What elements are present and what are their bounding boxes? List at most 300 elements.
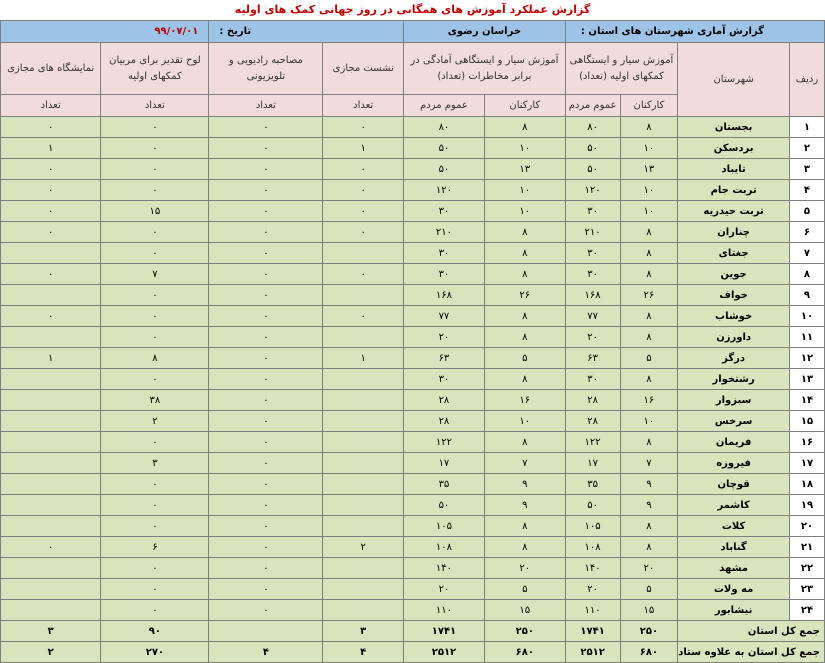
exhibition-cell: ۰	[1, 180, 101, 201]
interview-cell: ۰	[209, 222, 323, 243]
readiness-public-cell: ۳۰	[404, 369, 485, 390]
interview-cell: ۰	[209, 138, 323, 159]
readiness-public-cell: ۳۵	[404, 474, 485, 495]
first-aid-public-cell: ۱۲۲	[565, 432, 620, 453]
interview-cell: ۰	[209, 243, 323, 264]
city-name-cell: خوشاب	[678, 306, 790, 327]
exhibition-cell	[1, 453, 101, 474]
city-name-cell: رشتخوار	[678, 369, 790, 390]
first-aid-public-cell: ۳۵	[565, 474, 620, 495]
totals-row	[1, 621, 825, 642]
readiness-staff-cell: ۱۰	[484, 411, 565, 432]
header-virtual-meeting: نشست مجازی	[323, 43, 404, 95]
first-aid-staff-cell: ۸	[620, 537, 678, 558]
first-aid-staff-cell: ۲۵۰	[620, 621, 678, 642]
first-aid-staff-cell: ۸	[620, 306, 678, 327]
exhibition-cell	[1, 432, 101, 453]
table-row	[1, 222, 825, 243]
interview-cell: ۰	[209, 600, 323, 621]
exhibition-cell: ۲	[1, 642, 101, 663]
interview-cell: ۰	[209, 495, 323, 516]
readiness-public-cell: ۶۳	[404, 348, 485, 369]
readiness-public-cell: ۱۷	[404, 453, 485, 474]
city-name-cell: مه ولات	[678, 579, 790, 600]
exhibition-cell: ۱	[1, 138, 101, 159]
readiness-public-cell: ۲۰	[404, 579, 485, 600]
readiness-staff-cell: ۸	[484, 432, 565, 453]
table-row	[1, 411, 825, 432]
city-name-cell: گناباد	[678, 537, 790, 558]
row-number-cell: ۱۵	[789, 411, 824, 432]
virtual-meeting-cell	[323, 474, 404, 495]
report-table	[0, 20, 825, 663]
plaque-cell: ۰	[101, 579, 209, 600]
interview-cell: ۰	[209, 117, 323, 138]
table-row	[1, 369, 825, 390]
city-name-cell: کاشمر	[678, 495, 790, 516]
plaque-cell: ۰	[101, 327, 209, 348]
virtual-meeting-cell: ۳	[323, 621, 404, 642]
readiness-public-cell: ۳۰	[404, 201, 485, 222]
first-aid-staff-cell: ۶۸۰	[620, 642, 678, 663]
readiness-public-cell: ۲۵۱۲	[404, 642, 485, 663]
readiness-staff-cell: ۶۸۰	[484, 642, 565, 663]
interview-cell: ۰	[209, 579, 323, 600]
totals-label-cell: جمع کل استان به علاوه ستاد	[678, 642, 825, 663]
row-number-cell: ۱۶	[789, 432, 824, 453]
exhibition-cell: ۰	[1, 159, 101, 180]
row-number-cell: ۲۲	[789, 558, 824, 579]
table-row	[1, 243, 825, 264]
readiness-public-cell: ۲۸	[404, 390, 485, 411]
virtual-meeting-cell	[323, 516, 404, 537]
virtual-meeting-cell: ۰	[323, 306, 404, 327]
row-number-cell: ۱۷	[789, 453, 824, 474]
virtual-meeting-cell	[323, 390, 404, 411]
city-name-cell: نیشابور	[678, 600, 790, 621]
interview-cell: ۰	[209, 390, 323, 411]
row-number-cell: ۲	[789, 138, 824, 159]
readiness-staff-cell: ۱۰	[484, 180, 565, 201]
subheader-staff: کارکنان	[484, 95, 565, 117]
readiness-public-cell: ۲۸	[404, 411, 485, 432]
report-label: گزارش آماری شهرستان های استان :	[565, 21, 824, 43]
first-aid-staff-cell: ۱۰	[620, 201, 678, 222]
city-name-cell: سرخس	[678, 411, 790, 432]
readiness-staff-cell: ۲۵۰	[484, 621, 565, 642]
plaque-cell: ۲	[101, 411, 209, 432]
plaque-cell: ۱۵	[101, 201, 209, 222]
first-aid-staff-cell: ۱۳	[620, 159, 678, 180]
readiness-public-cell: ۳۰	[404, 243, 485, 264]
exhibition-cell: ۳	[1, 621, 101, 642]
table-row	[1, 495, 825, 516]
plaque-cell: ۰	[101, 222, 209, 243]
first-aid-public-cell: ۶۳	[565, 348, 620, 369]
exhibition-cell	[1, 411, 101, 432]
city-name-cell: مشهد	[678, 558, 790, 579]
plaque-cell: ۰	[101, 180, 209, 201]
header-row	[1, 43, 825, 95]
table-row	[1, 264, 825, 285]
virtual-meeting-cell: ۰	[323, 117, 404, 138]
readiness-public-cell: ۵۰	[404, 138, 485, 159]
row-number-cell: ۱۴	[789, 390, 824, 411]
virtual-meeting-cell	[323, 453, 404, 474]
interview-cell: ۰	[209, 180, 323, 201]
exhibition-cell	[1, 516, 101, 537]
exhibition-cell: ۰	[1, 117, 101, 138]
interview-cell: ۰	[209, 327, 323, 348]
readiness-public-cell: ۲۰	[404, 327, 485, 348]
city-name-cell: بردسکن	[678, 138, 790, 159]
readiness-public-cell: ۷۷	[404, 306, 485, 327]
table-row	[1, 558, 825, 579]
first-aid-public-cell: ۳۰	[565, 201, 620, 222]
table-row	[1, 327, 825, 348]
virtual-meeting-cell	[323, 369, 404, 390]
first-aid-public-cell: ۲۱۰	[565, 222, 620, 243]
table-row	[1, 516, 825, 537]
plaque-cell: ۸	[101, 348, 209, 369]
first-aid-public-cell: ۱۷۴۱	[565, 621, 620, 642]
exhibition-cell	[1, 558, 101, 579]
readiness-staff-cell: ۸	[484, 516, 565, 537]
table-row	[1, 390, 825, 411]
city-name-cell: خواف	[678, 285, 790, 306]
first-aid-public-cell: ۸۰	[565, 117, 620, 138]
exhibition-cell: ۱	[1, 348, 101, 369]
plaque-cell: ۲۷۰	[101, 642, 209, 663]
city-name-cell: فریمان	[678, 432, 790, 453]
plaque-cell: ۰	[101, 159, 209, 180]
interview-cell: ۰	[209, 474, 323, 495]
row-number-cell: ۱۱	[789, 327, 824, 348]
virtual-meeting-cell: ۲	[323, 537, 404, 558]
row-number-cell: ۱۹	[789, 495, 824, 516]
readiness-public-cell: ۱۱۰	[404, 600, 485, 621]
readiness-staff-cell: ۱۳	[484, 159, 565, 180]
header-row-no: ردیف	[789, 43, 824, 117]
virtual-meeting-cell: ۰	[323, 222, 404, 243]
readiness-public-cell: ۱۶۸	[404, 285, 485, 306]
virtual-meeting-cell	[323, 243, 404, 264]
readiness-public-cell: ۱۰۵	[404, 516, 485, 537]
plaque-cell: ۳۸	[101, 390, 209, 411]
readiness-public-cell: ۵۰	[404, 159, 485, 180]
interview-cell: ۰	[209, 432, 323, 453]
table-row	[1, 117, 825, 138]
first-aid-public-cell: ۲۵۱۲	[565, 642, 620, 663]
header-virtual-exhibition: نمایشگاه های مجازی	[1, 43, 101, 95]
row-number-cell: ۲۳	[789, 579, 824, 600]
exhibition-cell: ۰	[1, 306, 101, 327]
first-aid-staff-cell: ۸	[620, 243, 678, 264]
date-label: تاریخ :	[209, 21, 404, 43]
first-aid-public-cell: ۲۰	[565, 327, 620, 348]
first-aid-staff-cell: ۷	[620, 453, 678, 474]
interview-cell: ۴	[209, 642, 323, 663]
exhibition-cell	[1, 495, 101, 516]
row-number-cell: ۹	[789, 285, 824, 306]
city-name-cell: درگز	[678, 348, 790, 369]
table-row	[1, 201, 825, 222]
first-aid-public-cell: ۳۰	[565, 369, 620, 390]
first-aid-staff-cell: ۵	[620, 348, 678, 369]
header-interview: مصاحبه رادیویی و تلویزیونی	[209, 43, 323, 95]
virtual-meeting-cell: ۱	[323, 138, 404, 159]
readiness-staff-cell: ۸	[484, 117, 565, 138]
first-aid-staff-cell: ۲۰	[620, 558, 678, 579]
readiness-staff-cell: ۹	[484, 474, 565, 495]
virtual-meeting-cell	[323, 285, 404, 306]
subheader-count: تعداد	[101, 95, 209, 117]
city-name-cell: بجستان	[678, 117, 790, 138]
readiness-public-cell: ۱۴۰	[404, 558, 485, 579]
table-row	[1, 579, 825, 600]
plaque-cell: ۰	[101, 138, 209, 159]
row-number-cell: ۳	[789, 159, 824, 180]
header-mobile-first-aid: آموزش سیار و ایستگاهی کمکهای اولیه (تعداد)	[565, 43, 678, 95]
table-row	[1, 348, 825, 369]
readiness-staff-cell: ۵	[484, 579, 565, 600]
plaque-cell: ۰	[101, 285, 209, 306]
first-aid-public-cell: ۵۰	[565, 138, 620, 159]
city-name-cell: جغتای	[678, 243, 790, 264]
readiness-staff-cell: ۱۰	[484, 201, 565, 222]
report-title: گزارش عملکرد آموزش های همگانی در روز جهانی کمک های اولیه	[234, 3, 591, 16]
interview-cell: ۰	[209, 264, 323, 285]
subheader-public: عموم مردم	[404, 95, 485, 117]
exhibition-cell	[1, 474, 101, 495]
readiness-staff-cell: ۱۵	[484, 600, 565, 621]
readiness-public-cell: ۱۲۰	[404, 180, 485, 201]
report-date: ۹۹/۰۷/۰۱	[1, 21, 209, 43]
readiness-staff-cell: ۱۰	[484, 138, 565, 159]
table-row	[1, 138, 825, 159]
readiness-staff-cell: ۷	[484, 453, 565, 474]
row-number-cell: ۱۳	[789, 369, 824, 390]
first-aid-staff-cell: ۱۰	[620, 138, 678, 159]
readiness-staff-cell: ۱۶	[484, 390, 565, 411]
virtual-meeting-cell: ۴	[323, 642, 404, 663]
virtual-meeting-cell: ۱	[323, 348, 404, 369]
exhibition-cell: ۰	[1, 201, 101, 222]
interview-cell: ۰	[209, 369, 323, 390]
readiness-staff-cell: ۹	[484, 495, 565, 516]
first-aid-staff-cell: ۱۶	[620, 390, 678, 411]
first-aid-public-cell: ۲۸	[565, 390, 620, 411]
readiness-public-cell: ۱۰۸	[404, 537, 485, 558]
readiness-staff-cell: ۵	[484, 348, 565, 369]
row-number-cell: ۸	[789, 264, 824, 285]
table-row	[1, 474, 825, 495]
first-aid-staff-cell: ۵	[620, 579, 678, 600]
interview-cell: ۰	[209, 306, 323, 327]
interview-cell: ۰	[209, 411, 323, 432]
interview-cell: ۰	[209, 201, 323, 222]
totals-body	[1, 621, 825, 663]
first-aid-staff-cell: ۹	[620, 474, 678, 495]
first-aid-staff-cell: ۸	[620, 432, 678, 453]
row-number-cell: ۱۸	[789, 474, 824, 495]
readiness-public-cell: ۸۰	[404, 117, 485, 138]
virtual-meeting-cell	[323, 495, 404, 516]
header-city: شهرستان	[678, 43, 790, 117]
interview-cell: ۰	[209, 453, 323, 474]
totals-row	[1, 642, 825, 663]
first-aid-public-cell: ۵۰	[565, 159, 620, 180]
interview-cell: ۰	[209, 159, 323, 180]
row-number-cell: ۷	[789, 243, 824, 264]
row-number-cell: ۴	[789, 180, 824, 201]
virtual-meeting-cell: ۰	[323, 201, 404, 222]
plaque-cell: ۰	[101, 243, 209, 264]
table-row	[1, 159, 825, 180]
city-name-cell: قوچان	[678, 474, 790, 495]
province-name: خراسان رضوی	[404, 21, 566, 43]
totals-label-cell: جمع کل استان	[678, 621, 825, 642]
exhibition-cell	[1, 390, 101, 411]
plaque-cell: ۶	[101, 537, 209, 558]
header-plaque: لوح تقدیر برای مربیان کمکهای اولیه	[101, 43, 209, 95]
readiness-staff-cell: ۸	[484, 243, 565, 264]
subheader-count: تعداد	[209, 95, 323, 117]
readiness-public-cell: ۱۷۴۱	[404, 621, 485, 642]
interview-cell: ۰	[209, 537, 323, 558]
interview-cell	[209, 621, 323, 642]
first-aid-staff-cell: ۸	[620, 222, 678, 243]
virtual-meeting-cell: ۰	[323, 264, 404, 285]
readiness-staff-cell: ۸	[484, 537, 565, 558]
row-number-cell: ۲۴	[789, 600, 824, 621]
exhibition-cell	[1, 579, 101, 600]
city-name-cell: فیروزه	[678, 453, 790, 474]
first-aid-public-cell: ۲۰	[565, 579, 620, 600]
readiness-staff-cell: ۸	[484, 222, 565, 243]
table-row	[1, 537, 825, 558]
row-number-cell: ۱	[789, 117, 824, 138]
virtual-meeting-cell: ۰	[323, 180, 404, 201]
first-aid-public-cell: ۱۷	[565, 453, 620, 474]
first-aid-public-cell: ۱۶۸	[565, 285, 620, 306]
readiness-staff-cell: ۲۶	[484, 285, 565, 306]
city-name-cell: چناران	[678, 222, 790, 243]
header-mobile-readiness: آموزش سیار و ایستگاهی آمادگی در برابر مخاطرات (تعداد)	[404, 43, 566, 95]
exhibition-cell: ۰	[1, 264, 101, 285]
plaque-cell: ۹۰	[101, 621, 209, 642]
virtual-meeting-cell	[323, 579, 404, 600]
plaque-cell: ۰	[101, 306, 209, 327]
readiness-staff-cell: ۸	[484, 264, 565, 285]
first-aid-staff-cell: ۲۶	[620, 285, 678, 306]
interview-cell: ۰	[209, 558, 323, 579]
row-number-cell: ۲۱	[789, 537, 824, 558]
first-aid-public-cell: ۱۴۰	[565, 558, 620, 579]
virtual-meeting-cell	[323, 327, 404, 348]
row-number-cell: ۱۲	[789, 348, 824, 369]
readiness-public-cell: ۱۲۲	[404, 432, 485, 453]
plaque-cell: ۰	[101, 432, 209, 453]
readiness-staff-cell: ۸	[484, 327, 565, 348]
city-name-cell: سبزوار	[678, 390, 790, 411]
exhibition-cell	[1, 243, 101, 264]
table-body	[1, 117, 825, 621]
first-aid-public-cell: ۲۸	[565, 411, 620, 432]
info-row	[1, 21, 825, 43]
readiness-public-cell: ۲۱۰	[404, 222, 485, 243]
table-row	[1, 285, 825, 306]
first-aid-public-cell: ۳۰	[565, 243, 620, 264]
plaque-cell: ۰	[101, 117, 209, 138]
first-aid-staff-cell: ۸	[620, 516, 678, 537]
city-name-cell: کلات	[678, 516, 790, 537]
subheader-staff: کارکنان	[620, 95, 678, 117]
first-aid-staff-cell: ۱۵	[620, 600, 678, 621]
row-number-cell: ۵	[789, 201, 824, 222]
virtual-meeting-cell: ۰	[323, 159, 404, 180]
readiness-staff-cell: ۲۰	[484, 558, 565, 579]
plaque-cell: ۳	[101, 453, 209, 474]
first-aid-public-cell: ۱۱۰	[565, 600, 620, 621]
first-aid-staff-cell: ۸	[620, 264, 678, 285]
plaque-cell: ۰	[101, 495, 209, 516]
readiness-public-cell: ۵۰	[404, 495, 485, 516]
interview-cell: ۰	[209, 348, 323, 369]
first-aid-public-cell: ۱۰۵	[565, 516, 620, 537]
virtual-meeting-cell	[323, 411, 404, 432]
plaque-cell: ۰	[101, 558, 209, 579]
row-number-cell: ۲۰	[789, 516, 824, 537]
first-aid-staff-cell: ۸	[620, 369, 678, 390]
exhibition-cell: ۰	[1, 537, 101, 558]
interview-cell: ۰	[209, 516, 323, 537]
city-name-cell: تربت جام	[678, 180, 790, 201]
first-aid-staff-cell: ۸	[620, 327, 678, 348]
table-row	[1, 453, 825, 474]
exhibition-cell	[1, 285, 101, 306]
first-aid-staff-cell: ۹	[620, 495, 678, 516]
city-name-cell: تربت حیدریه	[678, 201, 790, 222]
table-row	[1, 432, 825, 453]
virtual-meeting-cell	[323, 432, 404, 453]
table-row	[1, 306, 825, 327]
first-aid-staff-cell: ۱۰	[620, 180, 678, 201]
row-number-cell: ۶	[789, 222, 824, 243]
subheader-count: تعداد	[1, 95, 101, 117]
interview-cell: ۰	[209, 285, 323, 306]
first-aid-public-cell: ۷۷	[565, 306, 620, 327]
city-name-cell: تایباد	[678, 159, 790, 180]
exhibition-cell	[1, 369, 101, 390]
first-aid-public-cell: ۵۰	[565, 495, 620, 516]
readiness-public-cell: ۳۰	[404, 264, 485, 285]
exhibition-cell	[1, 600, 101, 621]
readiness-staff-cell: ۸	[484, 306, 565, 327]
plaque-cell: ۰	[101, 474, 209, 495]
city-name-cell: داورزن	[678, 327, 790, 348]
table-row	[1, 180, 825, 201]
first-aid-public-cell: ۳۰	[565, 264, 620, 285]
city-name-cell: جوین	[678, 264, 790, 285]
virtual-meeting-cell	[323, 600, 404, 621]
first-aid-public-cell: ۱۰۸	[565, 537, 620, 558]
readiness-staff-cell: ۸	[484, 369, 565, 390]
exhibition-cell: ۰	[1, 222, 101, 243]
plaque-cell: ۰	[101, 600, 209, 621]
virtual-meeting-cell	[323, 558, 404, 579]
first-aid-staff-cell: ۱۰	[620, 411, 678, 432]
